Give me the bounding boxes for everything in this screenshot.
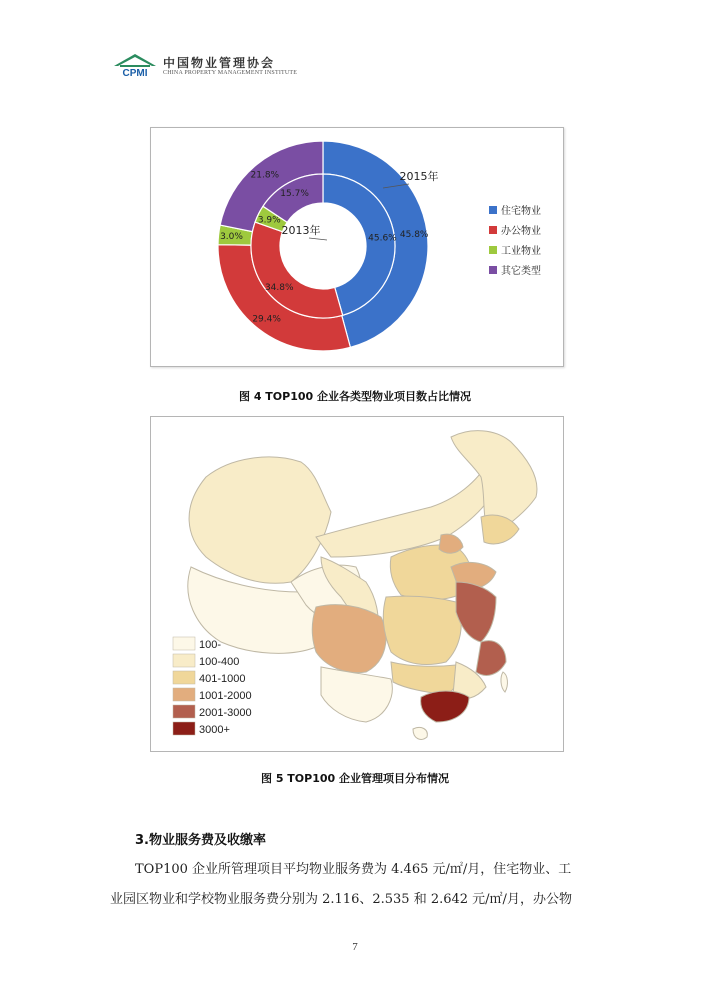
map-legend-swatch-0	[173, 637, 195, 650]
legend-label-1: 办公物业	[501, 226, 541, 237]
map-legend-label-3: 1001-2000	[199, 690, 252, 702]
map-region-beijing	[439, 534, 463, 553]
legend-swatch-3	[489, 266, 497, 274]
china-map	[151, 417, 563, 751]
map-region-hainan	[413, 727, 427, 739]
map-region-central	[383, 596, 461, 664]
logo-text: CPMI	[122, 68, 148, 78]
map-legend-label-5: 3000+	[199, 724, 230, 736]
map-region-sichuan	[312, 605, 386, 673]
org-name-en: CHINA PROPERTY MANAGEMENT INSTITUTE	[163, 70, 298, 76]
figure-5-map	[150, 416, 564, 752]
donut-label-outer-1: 29.4%	[252, 314, 281, 325]
map-legend-swatch-2	[173, 671, 195, 684]
map-region-taiwan	[501, 672, 508, 692]
figure-4-chart	[150, 127, 564, 367]
map-legend-swatch-1	[173, 654, 195, 667]
callout-line	[309, 238, 327, 240]
org-name-cn: 中国物业管理协会	[163, 56, 276, 70]
donut-label-inner-0: 45.6%	[368, 233, 397, 244]
map-legend-label-4: 2001-3000	[199, 707, 252, 719]
page-number: 7	[352, 941, 358, 953]
legend-label-3: 其它类型	[501, 266, 541, 277]
map-region-guangdong	[421, 691, 469, 722]
donut-label-outer-0: 45.8%	[399, 229, 429, 240]
map-legend	[173, 637, 252, 736]
map-region-zhejiang	[476, 641, 506, 676]
figure-5-caption: 图 5 TOP100 企业管理项目分布情况	[260, 772, 450, 785]
map-legend-swatch-3	[173, 688, 195, 701]
donut-chart	[151, 128, 563, 366]
paragraph-line: TOP100 企业所管理项目平均物业服务费为 4.465 元/㎡/月，住宅物业、工	[135, 862, 572, 877]
donut-label-outer-3: 21.8%	[250, 170, 280, 181]
map-legend-label-1: 100-400	[199, 656, 240, 668]
map-legend-label-2: 401-1000	[199, 673, 246, 685]
map-region-jiangsu-anhui	[456, 582, 496, 642]
donut-label-outer-2: 3.0%	[220, 232, 243, 243]
donut-label-inner-1: 34.8%	[264, 283, 294, 294]
legend-swatch-2	[489, 246, 497, 254]
legend-label-2: 工业物业	[501, 246, 541, 257]
map-legend-swatch-4	[173, 705, 195, 718]
donut-label-inner-3: 15.7%	[280, 189, 309, 200]
map-legend-label-0: 100-	[199, 639, 222, 651]
map-region-southwest	[321, 667, 392, 722]
legend-swatch-1	[489, 226, 497, 234]
map-legend-swatch-5	[173, 722, 195, 735]
series-name-inner: 2013年	[281, 224, 321, 237]
cpmi-logo	[112, 52, 158, 78]
series-name-outer: 2015年	[399, 170, 439, 183]
map-region-northwest	[189, 457, 331, 583]
legend-label-0: 住宅物业	[501, 206, 541, 217]
paragraph-line: 业园区物业和学校物业服务费分别为 2.116、2.535 和 2.642 元/㎡/月，办公物	[110, 892, 572, 907]
figure-4-caption: 图 4 TOP100 企业各类型物业项目数占比情况	[238, 390, 472, 403]
donut-label-inner-2: 3.9%	[257, 215, 281, 226]
section-heading: 3.物业服务费及收缴率	[135, 833, 266, 848]
legend-swatch-0	[489, 206, 497, 214]
map-region-south-central	[391, 662, 458, 695]
